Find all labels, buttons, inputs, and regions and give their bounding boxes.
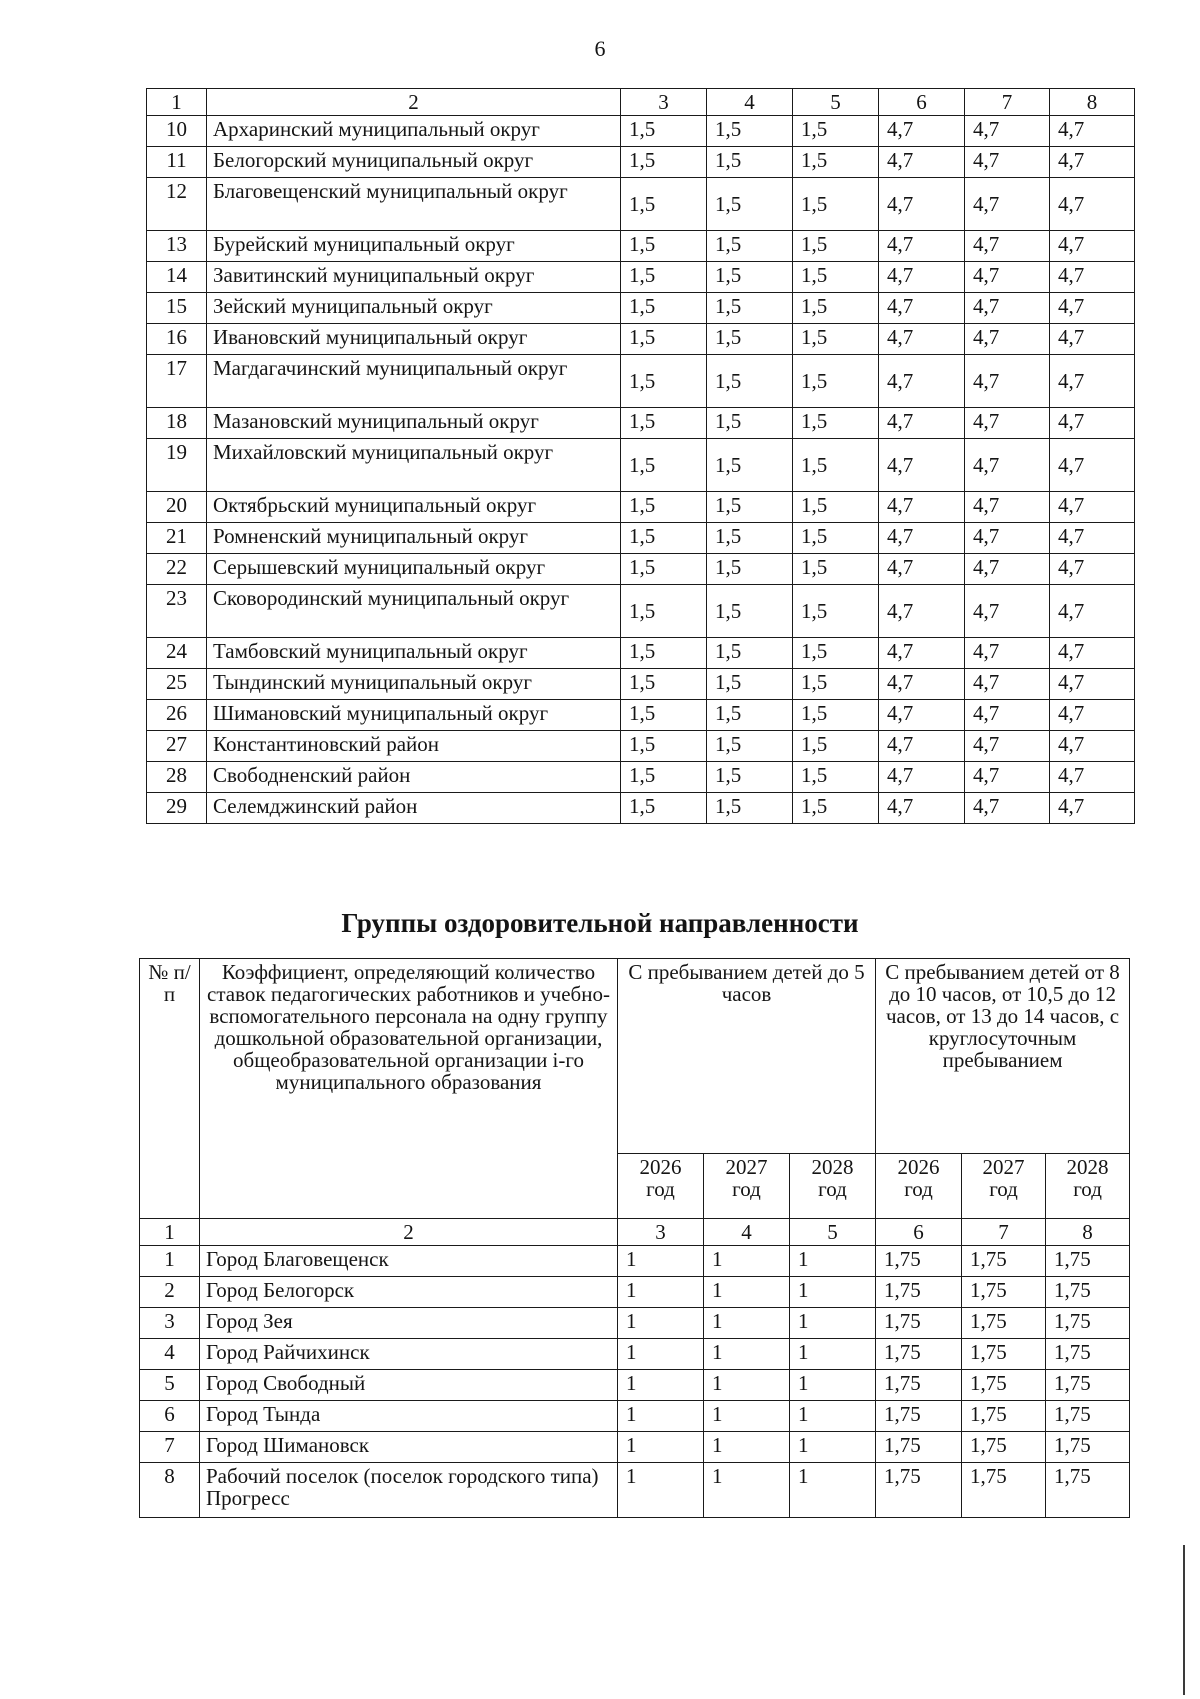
table1-coefficient-value: 1,5 [621, 700, 707, 731]
table2-coefficient-value: 1,75 [962, 1401, 1046, 1432]
table1-coefficient-value: 4,7 [1050, 585, 1135, 638]
table1-row [147, 262, 1135, 293]
table1-coefficient-value: 4,7 [965, 355, 1050, 408]
table1-municipality-name: Завитинский муниципальный округ [207, 262, 621, 293]
table1-coefficient-value: 4,7 [879, 585, 965, 638]
table2-coefficient-value: 1 [790, 1339, 876, 1370]
table2-coefficient-value: 1 [704, 1432, 790, 1463]
table1-coefficient-value: 1,5 [793, 116, 879, 147]
table1-row [147, 178, 1135, 231]
table1-row [147, 669, 1135, 700]
table1-coefficient-value: 1,5 [621, 116, 707, 147]
table2-coefficient-value: 1 [790, 1401, 876, 1432]
table1-coefficient-value: 4,7 [879, 262, 965, 293]
table1-coefficient-value: 4,7 [965, 262, 1050, 293]
table2-row [140, 1277, 1130, 1308]
table1-row-number: 29 [147, 793, 207, 824]
table1-coefficient-value: 4,7 [965, 116, 1050, 147]
table2-coefficient-value: 1,75 [876, 1370, 962, 1401]
table1-row [147, 116, 1135, 147]
table2-coefficient-value: 1,75 [1046, 1432, 1130, 1463]
table1-coefficient-value: 4,7 [879, 293, 965, 324]
table2-coefficient-value: 1,75 [1046, 1339, 1130, 1370]
table1-coefficient-value: 1,5 [621, 324, 707, 355]
table2-row [140, 1370, 1130, 1401]
table1-index-cell: 6 [879, 89, 965, 116]
table1-municipality-name: Шимановский муниципальный округ [207, 700, 621, 731]
table2-coefficient-value: 1,75 [876, 1432, 962, 1463]
table1-coefficient-value: 1,5 [793, 700, 879, 731]
table1-coefficient-value: 4,7 [1050, 731, 1135, 762]
table2-coefficient-value: 1 [704, 1277, 790, 1308]
table2-coefficient-value: 1 [704, 1370, 790, 1401]
table2-index-cell: 6 [876, 1219, 962, 1246]
table2-row [140, 1246, 1130, 1277]
table1-coefficient-value: 4,7 [1050, 178, 1135, 231]
table1-municipality-name: Магдагачинский муниципальный округ [207, 355, 621, 408]
table1-municipality-name: Ромненский муниципальный округ [207, 523, 621, 554]
table1-row-number: 12 [147, 178, 207, 231]
table1-row-number: 17 [147, 355, 207, 408]
table2-coefficient-value: 1,75 [962, 1432, 1046, 1463]
table1-row-number: 24 [147, 638, 207, 669]
table1-coefficient-value: 1,5 [621, 793, 707, 824]
table1-coefficient-value: 4,7 [965, 492, 1050, 523]
table1-coefficient-value: 1,5 [793, 492, 879, 523]
table1-municipality-name: Белогорский муниципальный округ [207, 147, 621, 178]
table1-row-number: 27 [147, 731, 207, 762]
table1-coefficient-value: 4,7 [879, 116, 965, 147]
page-number: 6 [594, 36, 606, 61]
table1-coefficient-value: 4,7 [1050, 669, 1135, 700]
table1-coefficient-value: 1,5 [707, 669, 793, 700]
table1-coefficient-value: 1,5 [793, 439, 879, 492]
table2-municipality-name: Город Тында [200, 1401, 618, 1432]
table1-coefficient-value: 1,5 [707, 408, 793, 439]
table2-coefficient-value: 1 [704, 1246, 790, 1277]
table1-index-cell: 4 [707, 89, 793, 116]
table1-row-number: 21 [147, 523, 207, 554]
table1-coefficient-value: 4,7 [1050, 793, 1135, 824]
table2-year-header: 2026 год [876, 1154, 962, 1219]
table1-coefficient-value: 4,7 [965, 324, 1050, 355]
table1-coefficient-value: 4,7 [879, 231, 965, 262]
table1-coefficient-value: 1,5 [707, 492, 793, 523]
table1-coefficient-value: 1,5 [621, 293, 707, 324]
table1-coefficient-value: 1,5 [707, 324, 793, 355]
table2-coefficient-value: 1 [618, 1308, 704, 1339]
table2-index-cell: 5 [790, 1219, 876, 1246]
table2-municipality-name: Город Райчихинск [200, 1339, 618, 1370]
table1-row-number: 19 [147, 439, 207, 492]
table1-row [147, 700, 1135, 731]
table2-row-number: 8 [140, 1463, 200, 1518]
table1-municipality-name: Благовещенский муниципальный округ [207, 178, 621, 231]
table1-coefficient-value: 4,7 [1050, 324, 1135, 355]
table2-coefficient-value: 1,75 [962, 1370, 1046, 1401]
table2-row-number: 2 [140, 1277, 200, 1308]
table1-coefficient-value: 1,5 [707, 554, 793, 585]
table2-coefficient-value: 1,75 [962, 1277, 1046, 1308]
table1-coefficient-value: 1,5 [707, 262, 793, 293]
table1-row-number: 22 [147, 554, 207, 585]
table1-coefficient-value: 4,7 [879, 523, 965, 554]
table1-coefficient-value: 4,7 [1050, 293, 1135, 324]
table1-row-number: 23 [147, 585, 207, 638]
table2-row-number: 6 [140, 1401, 200, 1432]
table2-coefficient-value: 1 [618, 1339, 704, 1370]
table1-coefficient-value: 4,7 [965, 147, 1050, 178]
table2-coefficient-value: 1 [790, 1246, 876, 1277]
table1-row-number: 13 [147, 231, 207, 262]
table1-municipality-name: Серышевский муниципальный округ [207, 554, 621, 585]
table1-coefficient-value: 4,7 [965, 523, 1050, 554]
table2-coefficient-value: 1,75 [876, 1339, 962, 1370]
table1-coefficient-value: 4,7 [879, 492, 965, 523]
table1-coefficient-value: 4,7 [1050, 355, 1135, 408]
table2-row-number: 7 [140, 1432, 200, 1463]
table1-coefficient-value: 4,7 [879, 762, 965, 793]
table1-coefficient-value: 1,5 [621, 408, 707, 439]
table2-coefficient-value: 1,75 [1046, 1463, 1130, 1518]
table2-coefficient-value: 1 [704, 1308, 790, 1339]
table1-coefficient-value: 4,7 [1050, 638, 1135, 669]
table1-coefficient-value: 1,5 [793, 324, 879, 355]
table1-coefficient-value: 4,7 [965, 293, 1050, 324]
coefficients-table-municipal-districts [146, 88, 1135, 824]
table1-coefficient-value: 1,5 [621, 523, 707, 554]
table1-coefficient-value: 1,5 [621, 439, 707, 492]
table2-index-row [140, 1219, 1130, 1246]
table1-coefficient-value: 4,7 [879, 147, 965, 178]
table1-coefficient-value: 4,7 [879, 554, 965, 585]
table1-municipality-name: Тындинский муниципальный округ [207, 669, 621, 700]
table2-coefficient-value: 1 [790, 1308, 876, 1339]
table1-row [147, 231, 1135, 262]
table1-coefficient-value: 4,7 [965, 585, 1050, 638]
table1-index-cell: 1 [147, 89, 207, 116]
table1-coefficient-value: 1,5 [621, 492, 707, 523]
table1-row-number: 18 [147, 408, 207, 439]
table2-number-header: № п/п [140, 959, 200, 1219]
table2-municipality-name: Город Благовещенск [200, 1246, 618, 1277]
table1-coefficient-value: 1,5 [707, 638, 793, 669]
table2-municipality-name: Город Шимановск [200, 1432, 618, 1463]
table1-coefficient-value: 1,5 [707, 293, 793, 324]
table1-row [147, 293, 1135, 324]
table1-coefficient-value: 1,5 [707, 355, 793, 408]
table2-row-number: 4 [140, 1339, 200, 1370]
table1-coefficient-value: 4,7 [965, 669, 1050, 700]
table1-coefficient-value: 4,7 [965, 439, 1050, 492]
table2-coefficient-value: 1,75 [962, 1246, 1046, 1277]
table2-body [140, 1246, 1130, 1518]
table1-coefficient-value: 1,5 [707, 439, 793, 492]
table2-coefficient-value: 1,75 [1046, 1401, 1130, 1432]
table1-municipality-name: Селемджинский район [207, 793, 621, 824]
table1-coefficient-value: 4,7 [1050, 439, 1135, 492]
table1-coefficient-value: 1,5 [621, 731, 707, 762]
table1-index-cell: 3 [621, 89, 707, 116]
table2-coefficient-value: 1 [790, 1277, 876, 1308]
table1-municipality-name: Константиновский район [207, 731, 621, 762]
table1-coefficient-value: 1,5 [707, 585, 793, 638]
table2-index-cell: 3 [618, 1219, 704, 1246]
table2-year-header: 2026 год [618, 1154, 704, 1219]
table1-coefficient-value: 1,5 [793, 523, 879, 554]
table2-row-number: 5 [140, 1370, 200, 1401]
table1-coefficient-value: 4,7 [965, 231, 1050, 262]
table2-coefficient-value: 1,75 [876, 1401, 962, 1432]
table1-row [147, 355, 1135, 408]
table2-coefficient-value: 1 [790, 1463, 876, 1518]
table1-body [147, 116, 1135, 824]
table1-row-number: 15 [147, 293, 207, 324]
table1-coefficient-value: 4,7 [1050, 147, 1135, 178]
table1-row [147, 731, 1135, 762]
table1-municipality-name: Ивановский муниципальный округ [207, 324, 621, 355]
table1-coefficient-value: 1,5 [793, 585, 879, 638]
table2-year-header: 2028 год [1046, 1154, 1130, 1219]
table1-coefficient-value: 1,5 [621, 554, 707, 585]
table1-coefficient-value: 1,5 [621, 585, 707, 638]
table2-coefficient-value: 1 [790, 1370, 876, 1401]
table2-group-a-header: С пребыванием детей до 5 часов [618, 959, 876, 1154]
table2-coefficient-value: 1,75 [962, 1463, 1046, 1518]
table2-row [140, 1463, 1130, 1518]
table1-row [147, 554, 1135, 585]
table1-row [147, 324, 1135, 355]
table1-coefficient-value: 1,5 [793, 355, 879, 408]
table1-coefficient-value: 4,7 [1050, 492, 1135, 523]
table2-coefficient-value: 1,75 [876, 1308, 962, 1339]
table2-coefficient-value: 1,75 [876, 1463, 962, 1518]
table1-coefficient-value: 1,5 [621, 762, 707, 793]
table2-index-cell: 1 [140, 1219, 200, 1246]
table2-coefficient-value: 1,75 [1046, 1246, 1130, 1277]
table2-coefficient-value: 1,75 [962, 1339, 1046, 1370]
table1-coefficient-value: 4,7 [965, 554, 1050, 585]
table2-coefficient-value: 1 [618, 1432, 704, 1463]
table1-index-cell: 2 [207, 89, 621, 116]
table1-row-number: 10 [147, 116, 207, 147]
table1-index-cell: 8 [1050, 89, 1135, 116]
table1-row [147, 638, 1135, 669]
table2-group-b-header: С пребыванием детей от 8 до 10 часов, от 10,5 до 12 часов, от 13 до 14 часов, с круглосуточным пребыванием [876, 959, 1130, 1154]
table1-coefficient-value: 1,5 [621, 638, 707, 669]
table1-coefficient-value: 4,7 [879, 355, 965, 408]
table2-municipality-name: Рабочий поселок (поселок городского типа) Прогресс [200, 1463, 618, 1518]
table1-coefficient-value: 4,7 [879, 669, 965, 700]
table1-row [147, 793, 1135, 824]
table1-coefficient-value: 1,5 [793, 669, 879, 700]
table1-municipality-name: Михайловский муниципальный округ [207, 439, 621, 492]
table1-coefficient-value: 4,7 [965, 178, 1050, 231]
table2-coefficient-value: 1 [704, 1339, 790, 1370]
table1-coefficient-value: 4,7 [965, 408, 1050, 439]
table1-municipality-name: Сковородинский муниципальный округ [207, 585, 621, 638]
table2-header-row [140, 959, 1130, 1154]
table2-coefficient-value: 1 [618, 1370, 704, 1401]
table1-row-number: 14 [147, 262, 207, 293]
table2-index-cell: 4 [704, 1219, 790, 1246]
table2-municipality-name: Город Свободный [200, 1370, 618, 1401]
table1-coefficient-value: 1,5 [707, 731, 793, 762]
table1-coefficient-value: 4,7 [965, 762, 1050, 793]
table1-row-number: 28 [147, 762, 207, 793]
table1-coefficient-value: 4,7 [1050, 408, 1135, 439]
table1-coefficient-value: 1,5 [793, 638, 879, 669]
table2-coefficient-value: 1,75 [1046, 1308, 1130, 1339]
table2-year-header: 2027 год [962, 1154, 1046, 1219]
table2-coefficient-value: 1 [704, 1463, 790, 1518]
table2-index-cell: 7 [962, 1219, 1046, 1246]
table2-coefficient-value: 1 [618, 1246, 704, 1277]
table2-coefficient-value: 1,75 [1046, 1370, 1130, 1401]
table1-row [147, 492, 1135, 523]
table1-row [147, 439, 1135, 492]
table1-coefficient-value: 1,5 [707, 178, 793, 231]
table1-municipality-name: Октябрьский муниципальный округ [207, 492, 621, 523]
table1-municipality-name: Свободненский район [207, 762, 621, 793]
coefficients-table-health-groups [139, 958, 1130, 1518]
table1-coefficient-value: 1,5 [707, 231, 793, 262]
scan-margin-line [1183, 1545, 1185, 1695]
table1-coefficient-value: 4,7 [965, 731, 1050, 762]
table2-municipality-name: Город Белогорск [200, 1277, 618, 1308]
table1-coefficient-value: 1,5 [621, 262, 707, 293]
table1-coefficient-value: 4,7 [879, 178, 965, 231]
table2-index-cell: 2 [200, 1219, 618, 1246]
table2-row-number: 3 [140, 1308, 200, 1339]
table2-municipality-name: Город Зея [200, 1308, 618, 1339]
table1-row [147, 585, 1135, 638]
table1-row [147, 408, 1135, 439]
table1-municipality-name: Мазановский муниципальный округ [207, 408, 621, 439]
table2-coefficient-value: 1,75 [876, 1246, 962, 1277]
table2-coefficient-value: 1 [704, 1401, 790, 1432]
table2-coefficient-value: 1 [618, 1463, 704, 1518]
table1-coefficient-value: 4,7 [879, 700, 965, 731]
table2-coefficient-value: 1,75 [1046, 1277, 1130, 1308]
table1-row-number: 11 [147, 147, 207, 178]
table1-coefficient-value: 1,5 [707, 793, 793, 824]
table1-coefficient-value: 1,5 [621, 147, 707, 178]
table2-description-header: Коэффициент, определяющий количество ставок педагогических работников и учебно-вспомогательного персонала на одну группу дошкольной образовательной организации, общеобразовательной организации i-го муниципального образования [200, 959, 618, 1219]
table1-coefficient-value: 1,5 [707, 116, 793, 147]
table1-coefficient-value: 1,5 [621, 231, 707, 262]
table2-index-cell: 8 [1046, 1219, 1130, 1246]
table2-row [140, 1432, 1130, 1463]
table2-year-header: 2028 год [790, 1154, 876, 1219]
table1-coefficient-value: 4,7 [1050, 116, 1135, 147]
table1-municipality-name: Архаринский муниципальный округ [207, 116, 621, 147]
table1-coefficient-value: 1,5 [621, 355, 707, 408]
table1-coefficient-value: 1,5 [793, 554, 879, 585]
table1-coefficient-value: 1,5 [707, 700, 793, 731]
table1-row-number: 16 [147, 324, 207, 355]
table1-coefficient-value: 4,7 [965, 638, 1050, 669]
table1-row-number: 20 [147, 492, 207, 523]
table1-coefficient-value: 4,7 [1050, 700, 1135, 731]
table2-coefficient-value: 1 [790, 1432, 876, 1463]
section-title: Группы оздоровительной направленности [341, 908, 859, 938]
table1-row-number: 25 [147, 669, 207, 700]
table1-coefficient-value: 1,5 [793, 293, 879, 324]
table1-coefficient-value: 1,5 [793, 793, 879, 824]
table1-coefficient-value: 4,7 [965, 793, 1050, 824]
table1-coefficient-value: 4,7 [879, 439, 965, 492]
table1-coefficient-value: 4,7 [1050, 762, 1135, 793]
table2-coefficient-value: 1 [618, 1401, 704, 1432]
table1-coefficient-value: 1,5 [621, 178, 707, 231]
table2-coefficient-value: 1,75 [876, 1277, 962, 1308]
table1-coefficient-value: 4,7 [1050, 523, 1135, 554]
table1-row [147, 523, 1135, 554]
table2-coefficient-value: 1,75 [962, 1308, 1046, 1339]
table1-coefficient-value: 1,5 [793, 231, 879, 262]
table1-municipality-name: Тамбовский муниципальный округ [207, 638, 621, 669]
table1-coefficient-value: 1,5 [793, 178, 879, 231]
table1-coefficient-value: 1,5 [707, 523, 793, 554]
table1-coefficient-value: 4,7 [1050, 231, 1135, 262]
table1-coefficient-value: 1,5 [621, 669, 707, 700]
table1-coefficient-value: 4,7 [879, 793, 965, 824]
table1-coefficient-value: 1,5 [793, 147, 879, 178]
table1-coefficient-value: 4,7 [879, 324, 965, 355]
table1-index-row [147, 89, 1135, 116]
table2-row [140, 1401, 1130, 1432]
table2-year-header: 2027 год [704, 1154, 790, 1219]
table1-coefficient-value: 4,7 [1050, 262, 1135, 293]
table1-coefficient-value: 4,7 [879, 408, 965, 439]
table2-row [140, 1339, 1130, 1370]
table1-coefficient-value: 4,7 [965, 700, 1050, 731]
table1-coefficient-value: 1,5 [793, 408, 879, 439]
table1-row [147, 147, 1135, 178]
table1-coefficient-value: 4,7 [1050, 554, 1135, 585]
table1-coefficient-value: 4,7 [879, 638, 965, 669]
table1-coefficient-value: 1,5 [707, 762, 793, 793]
table1-row-number: 26 [147, 700, 207, 731]
table1-municipality-name: Зейский муниципальный округ [207, 293, 621, 324]
table1-coefficient-value: 1,5 [793, 262, 879, 293]
table2-row [140, 1308, 1130, 1339]
table1-row [147, 762, 1135, 793]
table1-index-cell: 5 [793, 89, 879, 116]
table1-index-cell: 7 [965, 89, 1050, 116]
table1-municipality-name: Бурейский муниципальный округ [207, 231, 621, 262]
table1-coefficient-value: 4,7 [879, 731, 965, 762]
table2-coefficient-value: 1 [618, 1277, 704, 1308]
table1-coefficient-value: 1,5 [793, 731, 879, 762]
table1-coefficient-value: 1,5 [707, 147, 793, 178]
table2-row-number: 1 [140, 1246, 200, 1277]
table1-coefficient-value: 1,5 [793, 762, 879, 793]
